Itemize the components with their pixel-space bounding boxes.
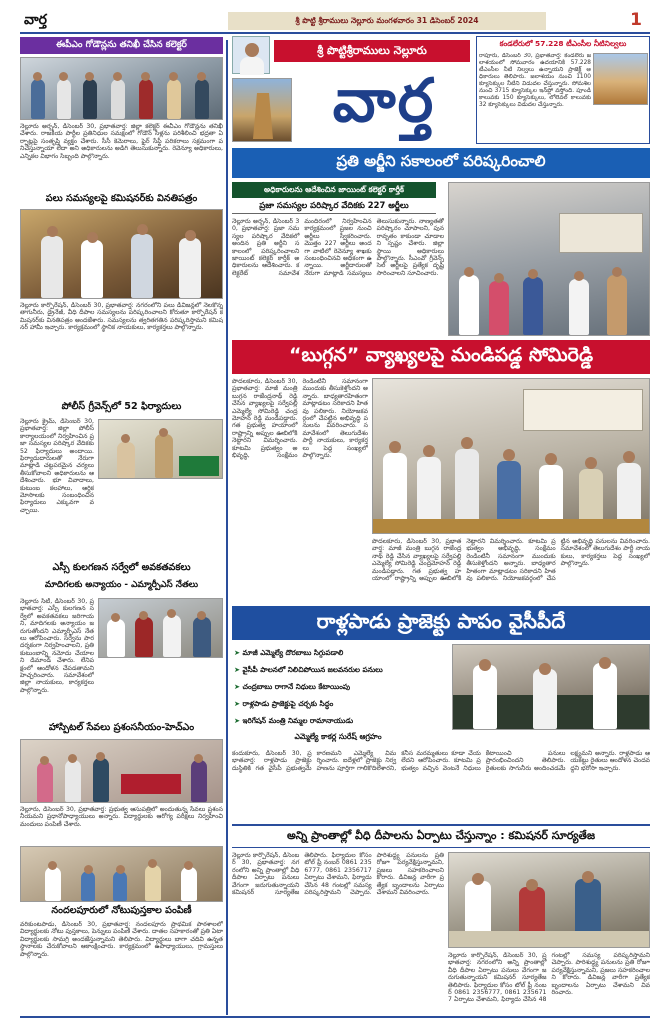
rallapadu-kicker: ఎమ్మెల్యే కాకర్ల సురేష్ ఆగ్రహం: [294, 732, 382, 741]
street-commissioner-photo: [448, 852, 650, 948]
article-commissioner-title: పలు సమస్యలపై కమిషనర్‌కు వినతిపత్రం: [45, 193, 198, 204]
buggana-body-left: పొదలకూరు, డిసెంబర్ 30, ప్రభాతవార్త: మాజీ మంత్రి బుగ్గన రాజేంద్రనాథ్ రెడ్డి చేసిన వ్యాఖ్యలపై సర్వేపల్లి ఎమ్మెల్యే సోమిరెడ్డి చంద్రమోహన్ రెడ్డి మండిపడ్డారు. గత ప్రభుత్వ హయాంలో రాష్ట్రాన్ని అప్పుల ఊబిలోకి నెట్టారని విమర్శించారు. కూటమి ప్రభుత్వం అభివృద్ధి, సంక్షేమం రెండింటినీ సమానంగా ముందుకు తీసుకెళ్తోందని అన్నారు. బాధ్యతారహితంగా మాట్లాడటం సరికాదని హితవు పలికారు. నియోజకవర్గంలో చేపట్టిన అభివృద్ధి పనులను వివరించారు. సమావేశంలో తెలుగుదేశం పార్టీ నాయకులు, కార్యకర్తలు పెద్ద సంఖ్యలో పాల్గొన్నారు.: [232, 378, 368, 460]
police-grievance-photo: [98, 419, 223, 479]
street-body: నెల్లూరు కార్పొరేషన్, డిసెంబర్ 30, ప్రభాతవార్త: నగరంలోని అన్ని ప్రాంతాల్లో వీధి దీపాల ఏర్పాటు పనులు వేగంగా జరుగుతున్నాయని కమిషనర్ సూర్యతేజ తెలిపారు. ఫిర్యాదుల కోసం టోల్ ఫ్రీ నంబర్ 0861 2356777, 0861 2356717 ఏర్పాటు చేశామని, ఫిర్యాదు చేసిన 48 గంటల్లో సమస్య పరిష్కరిస్తామని చెప్పారు. పారిశుద్ధ్య పనులను ప్రతి రోజూ పర్యవేక్షిస్తున్నామని, ప్రజలు సహకరించాలని కోరారు. డివిజన్ల వారీగా ప్రత్యేక బృందాలను ఏర్పాటు చేశామని వివరించారు.: [232, 852, 444, 897]
top-header-bar: [20, 8, 650, 34]
article-police-body: నెల్లూరు క్రైమ్, డిసెంబర్ 30, ప్రభాతవార్త: జిల్లా పోలీస్ కార్యాలయంలో నిర్వహించిన ప్రజా సమస్యల పరిష్కార వేదికకు 52 ఫిర్యాదులు అందాయి. ఫిర్యాదుదారులతో నేరుగా మాట్లాడి చట్టపరమైన చర్యలు తీసుకోవాలని అధికారులను ఆదేశించారు. భూ వివాదాలు, కుటుంబ కలహాలు, ఆర్థిక మోసాలకు సంబంధించిన ఫిర్యాదులు ఎక్కువగా వచ్చాయి.: [20, 418, 94, 514]
rallapadu-bullet: ➤ మాజీ ఎమ్మెల్యే దొరబాబు సిగ్గుపడాలి: [234, 648, 344, 657]
lead-body: నెల్లూరు అర్బన్, డిసెంబర్ 30, ప్రభాతవార్త: ప్రజా సమస్యల పరిష్కార వేదికలో అందిన ప్రతి అర్జీని సకాలంలో పరిష్కరించాలని జాయింట్ కలెక్టర్ కార్తీక్ అధికారులను ఆదేశించారు. కలెక్టరేట్ సమావేశ మందిరంలో నిర్వహించిన కార్యక్రమంలో ప్రజల నుంచి అర్జీలు స్వీకరించారు. మొత్తం 227 అర్జీలు అందగా వాటిలో రెవెన్యూ శాఖకు సంబంధించినవి అధికంగా ఉన్నాయి. అర్జీదారులతో నేరుగా మాట్లాడి సమస్యలు తెలుసుకున్నారు. నాణ్యతతో పరిష్కారం చూపాలని, పునరావృతం కాకుండా చూడాలని స్పష్టం చేశారు. జిల్లా స్థాయి అధికారులు పాల్గొన్నారు. సీఎంవో గ్రీవెన్స్ సెల్ అర్జీలపై ప్రత్యేక దృష్టి సారించాలని సూచించారు.: [232, 218, 444, 277]
masthead: [232, 36, 472, 144]
article-evm-body: నెల్లూరు అర్బన్, డిసెంబర్ 30, ప్రభాతవార్త: జిల్లా కలెక్టర్ ఈవీఎం గోడౌన్లను తనిఖీ చేశారు. రాజకీయ పార్టీల ప్రతినిధుల సమక్షంలో గోడౌన్ సీళ్లను పరిశీలించి భద్రతా ఏర్పాట్లపై సంతృప్తి వ్యక్తం చేశారు. సీసీ కెమెరాలు, ఫైర్ సేఫ్టీ పరికరాలు సక్రమంగా పనిచేస్తున్నాయా లేదా అని అధికారులను అడిగి తెలుసుకున్నారు. రెవెన్యూ అధికారులు, ఎన్నికల విభాగం సిబ్బంది పాల్గొన్నారు.: [20, 123, 223, 160]
article-sc-survey-sub: మాదిగలకు అన్యాయం - ఎమ్మార్పీఎస్ నేతలు: [44, 580, 199, 590]
rallapadu-body: కందుకూరు, డిసెంబర్ 30, ప్రభాతవార్త: రాళ్లపాడు ప్రాజెక్టు దుస్థితికి గత వైసీపీ ప్రభుత్వమే కారణమని ఎమ్మెల్యే విమర్శించారు. ఐదేళ్లలో ప్రాజెక్టు నిర్వహణను పూర్తిగా గాలికొదిలేశారని, కనీస మరమ్మతులు కూడా చేయలేదని ఆరోపించారు. కూటమి ప్రభుత్వం వచ్చిన వెంటనే నిధులు కేటాయించి పనులు ప్రారంభించిందని తెలిపారు. రైతులకు సాగునీరు అందించడమే లక్ష్యమని అన్నారు. రాళ్లపాడు ఆయకట్టు రైతులు ఆందోళన చెందవద్దని భరోసా ఇచ్చారు.: [232, 750, 650, 772]
page-number: 1: [630, 10, 642, 30]
street-title: అన్ని ప్రాంతాల్లో వీధి దీపాలను ఏర్పాటు చేస్తున్నాం : కమిషనర్ సూర్యతేజ: [232, 824, 650, 848]
masthead-portrait: [232, 36, 270, 74]
masthead-temple-photo: [232, 78, 292, 142]
article-sc-survey-title: ఎస్సీ కులగణన సర్వేలో అవకతవకలు: [52, 562, 191, 573]
article-notebooks-body: వరికుంటపాడు, డిసెంబర్ 30, ప్రభాతవార్త: నందలపూరు ప్రాథమిక పాఠశాలలో విద్యార్థులకు నోటు పుస్తకాలు, పెన్నులు పంపిణీ చేశారు. దాతల సహకారంతో ప్రతి ఏటా విద్యార్థులకు సామగ్రి అందజేస్తున్నామని తెలిపారు. విద్యార్థులు బాగా చదివి ఉన్నత స్థానాలకు చేరుకోవాలని ఆకాంక్షించారు. కార్యక్రమంలో ఉపాధ్యాయులు, గ్రామస్తులు పాల్గొన్నారు.: [20, 921, 223, 958]
kandaleru-reservoir-photo: [593, 53, 648, 105]
buggana-title: “బుగ్గన” వ్యాఖ్యలపై మండిపడ్డ సోమిరెడ్డి: [232, 340, 650, 374]
commissioner-petition-photo: [20, 209, 223, 299]
rallapadu-bullet: ➤ రాళ్లపాడు ప్రాజెక్టుపై చర్చకు సిద్ధం: [234, 699, 334, 708]
article-hospital-body: నెల్లూరు, డిసెంబర్ 30, ప్రభాతవార్త: ప్రభుత్వ ఆసుపత్రిలో అందుతున్న సేవలు ప్రశంసనీయమని ప్రధానోపాధ్యాయులు అన్నారు. విద్యార్థులకు ఆరోగ్య పరీక్షలు నిర్వహించి మందులు పంపిణీ చేశారు.: [20, 806, 223, 828]
article-police-title: పోలీస్ గ్రీవెన్స్‌లో 52 ఫిర్యాదులు: [61, 401, 182, 412]
kandaleru-title: కండలేరులో 57.228 టీఎంసీల నీటినిల్వలు: [477, 37, 649, 51]
lead-banner: ప్రతి అర్జీని సకాలంలో పరిష్కరించాలి: [232, 148, 650, 178]
header-brand-small: వార్త: [24, 12, 47, 28]
article-hospital-title: హాస్పిటల్ సేవలు ప్రశంసనీయం-హెచ్‌ఎం: [48, 722, 195, 733]
notebooks-distribution-photo: [20, 846, 223, 902]
rallapadu-bullet: ➤ ఇరిగేషన్ మంత్రి నిమ్మల రామానాయుడు: [234, 716, 354, 725]
mrps-leaders-photo: [98, 598, 223, 658]
rallapadu-bullet: ➤ వైసీపీ పాలనలో నిలిచిపోయిన జలవనరుల పనులు: [234, 665, 383, 674]
evm-inspection-photo: [20, 57, 223, 120]
kandaleru-body: రాపూరు, డిసెంబర్ 30, ప్రభాతవార్త: కండలేరు జలాశయంలో సోమవారం ఉదయానికి 57.228 టీఎంసీల నీటి నిల్వలు ఉన్నాయని ప్రాజెక్ట్ అధికారులు తెలిపారు. జలాశయం నుంచి 1100 క్యూసెక్కుల నీటిని విడుదల చేస్తున్నారు. సోమశిల నుంచి 3715 క్యూసెక్కుల ఇన్‌ఫ్లో వస్తోంది. పూండి కాలువకు 150 క్యూసెక్కులు, లోలెవల్ కాలువకు 32 క్యూసెక్కులు విడుదల చేస్తున్నారు.: [479, 53, 591, 108]
article-notebooks-title: నందలపూరులో నోటుపుస్తకాల పంపిణీ: [51, 905, 192, 916]
kandaleru-box: [476, 36, 650, 144]
masthead-top-line: శ్రీ పొట్టిశ్రీరాములు నెల్లూరు: [274, 40, 470, 62]
buggana-body-right: పొదలకూరు, డిసెంబర్ 30, ప్రభాతవార్త: మాజీ మంత్రి బుగ్గన రాజేంద్రనాథ్ రెడ్డి చేసిన వ్యాఖ్యలపై సర్వేపల్లి ఎమ్మెల్యే సోమిరెడ్డి చంద్రమోహన్ రెడ్డి మండిపడ్డారు. గత ప్రభుత్వ హయాంలో రాష్ట్రాన్ని అప్పుల ఊబిలోకి నెట్టారని విమర్శించారు. కూటమి ప్రభుత్వం అభివృద్ధి, సంక్షేమం రెండింటినీ సమానంగా ముందుకు తీసుకెళ్తోందని అన్నారు. బాధ్యతారహితంగా మాట్లాడటం సరికాదని హితవు పలికారు. నియోజకవర్గంలో చేపట్టిన అభివృద్ధి పనులను వివరించారు. సమావేశంలో తెలుగుదేశం పార్టీ నాయకులు, కార్యకర్తలు పెద్ద సంఖ్యలో పాల్గొన్నారు.: [372, 538, 650, 583]
lead-sub: ప్రజా సమస్యల పరిష్కార వేదికకు 227 అర్జీలు: [232, 200, 436, 214]
somireddy-meeting-photo: [372, 378, 650, 534]
article-commissioner-body: నెల్లూరు కార్పొరేషన్, డిసెంబర్ 30, ప్రభాతవార్త: నగరంలోని పలు డివిజన్లలో నెలకొన్న తాగునీరు, డ్రైనేజీ, వీధి దీపాల సమస్యలను పరిష్కరించాలని కోరుతూ కార్పొరేషన్ కమిషనర్‌కు వినతిపత్రం అందజేశారు. సమస్యలను త్వరితగతిన పరిష్కరిస్తామని కమిషనర్ హామీ ఇచ్చారు. కార్యక్రమంలో స్థానిక నాయకులు, కార్యకర్తలు పాల్గొన్నారు.: [20, 302, 223, 332]
hospital-visit-photo: [20, 739, 223, 803]
edition-line: శ్రీ పొట్టి శ్రీరాములు నెల్లూరు మంగళవారం 31 డిసెంబర్ 2024: [228, 12, 546, 30]
article-evm-title: ఈపీఎం గోడౌన్లను తనిఖీ చేసిన కలెక్టర్: [20, 37, 223, 54]
rallapadu-press-photo: [452, 644, 650, 730]
rallapadu-title: రాళ్లపాడు ప్రాజెక్టు పాపం వైసీపీదే: [232, 606, 650, 640]
masthead-logo: వార్త: [332, 66, 436, 136]
grievance-hall-photo: [448, 182, 650, 336]
rallapadu-bullet: ➤ చంద్రబాబు రాగానే నిధులు కేటాయింపు: [234, 682, 351, 691]
rallapadu-bullet-list: [234, 644, 446, 729]
article-sc-survey-body: నెల్లూరు సిటీ, డిసెంబర్ 30, ప్రభాతవార్త: ఎస్సీ కులగణన సర్వేలో అవకతవకలు జరిగాయని, మాదిగలకు అన్యాయం జరుగుతోందని ఎమ్మార్పీఎస్ నేతలు ఆరోపించారు. సర్వేను పారదర్శకంగా నిర్వహించాలని, ప్రతి కుటుంబాన్ని నమోదు చేయాలని డిమాండ్ చేశారు. లేనిపక్షంలో ఆందోళన చేపడతామని హెచ్చరించారు. సమావేశంలో జిల్లా నాయకులు, కార్యకర్తలు పాల్గొన్నారు.: [20, 598, 94, 694]
street-body-right: నెల్లూరు కార్పొరేషన్, డిసెంబర్ 30, ప్రభాతవార్త: నగరంలోని అన్ని ప్రాంతాల్లో వీధి దీపాల ఏర్పాటు పనులు వేగంగా జరుగుతున్నాయని కమిషనర్ సూర్యతేజ తెలిపారు. ఫిర్యాదుల కోసం టోల్ ఫ్రీ నంబర్ 0861 2356777, 0861 2356717 ఏర్పాటు చేశామని, ఫిర్యాదు చేసిన 48 గంటల్లో సమస్య పరిష్కరిస్తామని చెప్పారు. పారిశుద్ధ్య పనులను ప్రతి రోజూ పర్యవేక్షిస్తున్నామని, ప్రజలు సహకరించాలని కోరారు. డివిజన్ల వారీగా ప్రత్యేక బృందాలను ఏర్పాటు చేశామని వివరించారు.: [448, 952, 650, 1004]
lead-kicker: అధికారులను ఆదేశించిన జాయింట్ కలెక్టర్ కార్తీక్: [232, 182, 436, 198]
